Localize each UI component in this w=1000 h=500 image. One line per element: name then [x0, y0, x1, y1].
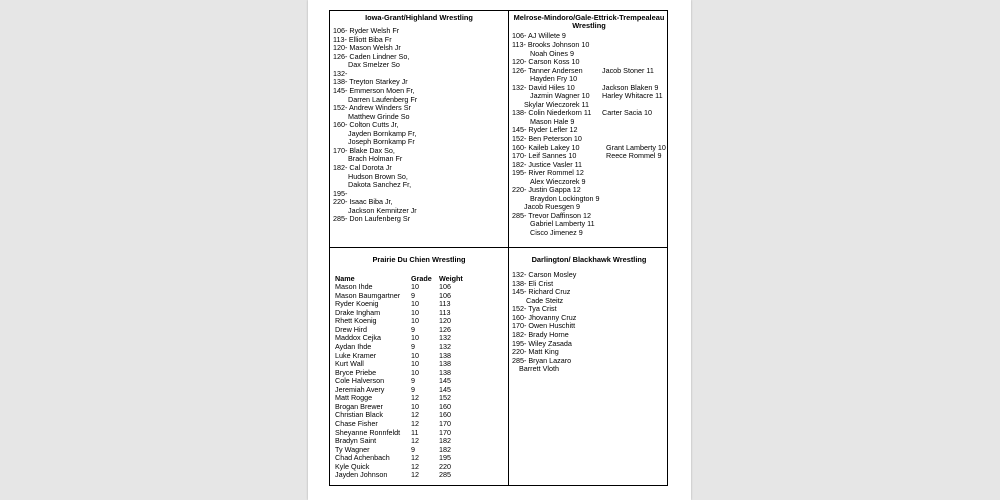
cell-grade: 10 — [411, 282, 419, 292]
roster-entry: 113- Brooks Johnson 10 — [512, 39, 590, 49]
roster-line: Jackson Kemnitzer Jr — [348, 205, 417, 215]
prairie-roster-table — [335, 274, 479, 480]
roster-entry: Hayden Fry 10 — [530, 74, 578, 84]
roster-entry: 152- Ben Peterson 10 — [512, 133, 582, 143]
roster-alternate-entry: Harley Whitacre 11 — [602, 91, 663, 101]
roster-entry: 145- Ryder Lefler 12 — [512, 125, 578, 135]
cell-name: Chad Achenbach — [335, 453, 390, 463]
roster-alternate-entry: Carter Sacia 10 — [602, 108, 652, 118]
prairie-section — [330, 256, 508, 480]
roster-line: 145- Emmerson Moen Fr, — [333, 86, 415, 96]
roster-line: 145- Richard Cruz — [512, 287, 571, 297]
cell-weight: 220 — [439, 461, 451, 471]
roster-line: 152- Andrew Winders Sr — [333, 103, 411, 113]
cell-name: Chase Fisher — [335, 418, 378, 428]
cell-name: Bradyn Saint — [335, 436, 377, 446]
cell-weight: 152 — [439, 393, 451, 403]
cell-weight: 106 — [439, 290, 451, 300]
cell-grade: 10 — [411, 401, 419, 411]
roster-line: 126- Caden Lindner So, — [333, 51, 410, 61]
roster-line: 182- Brady Horne — [512, 330, 569, 340]
roster-alternate-entry: Reece Rommel 9 — [606, 151, 662, 161]
cell-grade: 10 — [411, 333, 419, 343]
header-name: Name — [335, 274, 355, 284]
cell-weight: 195 — [439, 453, 451, 463]
cell-weight: 132 — [439, 342, 451, 352]
cell-weight: 138 — [439, 350, 451, 360]
roster-line: 195- Wiley Zasada — [512, 338, 572, 348]
cell-grade: 9 — [411, 290, 415, 300]
cell-weight: 106 — [439, 282, 451, 292]
roster-entry: 220- Justin Gappa 12 — [512, 185, 581, 195]
roster-entry: Skylar Wieczorek 11 — [524, 99, 589, 109]
roster-line: Cade Steitz — [526, 295, 564, 305]
cell-weight: 285 — [439, 470, 451, 480]
roster-line: 220- Isaac Biba Jr, — [333, 197, 393, 207]
cell-weight: 160 — [439, 401, 451, 411]
darlington-title: Darlington/ Blackhawk Wrestling — [531, 255, 647, 264]
roster-line: 132- Carson Mosley — [512, 270, 577, 280]
rosters-grid — [329, 10, 668, 486]
iowa-grant-title: Iowa-Grant/Highland Wrestling — [365, 13, 473, 22]
roster-entry: Jacob Ruesgen 9 — [524, 202, 580, 212]
roster-line: 138- Eli Crist — [512, 278, 554, 288]
roster-entry: 170- Leif Sannes 10 — [512, 151, 577, 161]
roster-entry: 132- David Hiles 10 — [512, 82, 575, 92]
cell-name: Matt Rogge — [335, 393, 373, 403]
roster-line: 170- Owen Huschitt — [512, 321, 576, 331]
horizontal-divider — [330, 247, 667, 248]
roster-line: 220- Matt King — [512, 347, 559, 357]
cell-weight: 182 — [439, 436, 451, 446]
prairie-title: Prairie Du Chien Wrestling — [372, 255, 466, 264]
darlington-roster — [509, 271, 669, 374]
roster-line: Darren Laufenberg Fr — [348, 94, 418, 104]
cell-weight: 182 — [439, 444, 451, 454]
cell-grade: 9 — [411, 376, 415, 386]
cell-grade: 10 — [411, 316, 419, 326]
document-page — [308, 0, 691, 500]
roster-entry: 138- Colin Niederkorn 11 — [512, 108, 592, 118]
roster-line: 113- Elliott Biba Fr — [333, 34, 392, 44]
cell-name: Jeremiah Avery — [335, 384, 385, 394]
cell-grade: 11 — [411, 427, 419, 437]
cell-name: Christian Black — [335, 410, 383, 420]
roster-entry: Gabriel Lamberty 11 — [530, 219, 595, 229]
cell-weight: 145 — [439, 384, 451, 394]
melrose-section — [509, 14, 669, 238]
roster-line: Dakota Sanchez Fr, — [348, 180, 412, 190]
roster-entry: 126- Tanner Andersen — [512, 65, 583, 75]
table-row — [335, 471, 479, 480]
cell-weight: 138 — [439, 367, 451, 377]
cell-grade: 12 — [411, 470, 419, 480]
roster-line: 285- Bryan Lazaro — [512, 355, 572, 365]
cell-grade: 10 — [411, 307, 419, 317]
melrose-roster — [509, 32, 669, 237]
cell-name: Aydan Ihde — [335, 342, 372, 352]
cell-name: Ryder Koenig — [335, 299, 379, 309]
roster-entry: Alex Wieczorek 9 — [530, 176, 586, 186]
roster-line — [512, 229, 669, 238]
roster-line: 285- Don Laufenberg Sr — [333, 214, 411, 224]
cell-weight: 170 — [439, 418, 451, 428]
roster-line: 152- Tya Crist — [512, 304, 557, 314]
roster-entry: 106- AJ Willete 9 — [512, 31, 566, 41]
cell-name: Kurt Wall — [335, 359, 364, 369]
roster-line: 170- Blake Dax So, — [333, 145, 395, 155]
cell-name: Drew Hird — [335, 324, 367, 334]
cell-weight: 113 — [439, 307, 451, 317]
melrose-title: Melrose-Mindoro/Gale-Ettrick-Trempealeau Wrestling — [513, 13, 665, 31]
cell-grade: 12 — [411, 436, 419, 446]
cell-name: Brogan Brewer — [335, 401, 383, 411]
roster-line: 182- Cal Dorota Jr — [333, 162, 392, 172]
cell-name: Bryce Priebe — [335, 367, 377, 377]
cell-grade: 9 — [411, 384, 415, 394]
header-grade: Grade — [411, 274, 432, 284]
roster-alternate-entry: Jackson Blaken 9 — [602, 82, 659, 92]
roster-entry: Cisco Jimenez 9 — [530, 227, 583, 237]
roster-line: Matthew Grinde So — [348, 111, 410, 121]
roster-alternate-entry: Grant Lamberty 10 — [606, 142, 666, 152]
roster-entry: 160- Kaileb Lakey 10 — [512, 142, 580, 152]
roster-entry: 120- Carson Koss 10 — [512, 57, 580, 67]
roster-entry: Braydon Lockington 9 — [530, 193, 600, 203]
roster-line: Dax Smelzer So — [348, 60, 400, 70]
header-weight: Weight — [439, 274, 463, 284]
roster-line: 160- Colton Cutts Jr, — [333, 120, 399, 130]
roster-line: Brach Holman Fr — [348, 154, 403, 164]
cell-name: Jayden Johnson — [335, 470, 388, 480]
roster-line: 132- — [333, 68, 348, 78]
roster-entry: Noah Oines 9 — [530, 48, 574, 58]
cell-weight: 145 — [439, 376, 451, 386]
cell-grade: 10 — [411, 359, 419, 369]
cell-weight: 132 — [439, 333, 451, 343]
roster-entry: 285- Trevor Daffinson 12 — [512, 210, 591, 220]
cell-name: Drake Ingham — [335, 307, 381, 317]
roster-line: 120- Mason Welsh Jr — [333, 43, 401, 53]
cell-name: Rhett Koenig — [335, 316, 377, 326]
cell-name: Mason Ihde — [335, 282, 373, 292]
roster-line: Barrett Vloth — [519, 364, 559, 374]
cell-name: Sheyanne Ronnfeldt — [335, 427, 401, 437]
roster-alternate-entry: Jacob Stoner 11 — [602, 65, 654, 75]
cell-grade: 12 — [411, 393, 419, 403]
cell-grade: 9 — [411, 444, 415, 454]
cell-grade: 9 — [411, 342, 415, 352]
cell-grade: 10 — [411, 299, 419, 309]
cell-name: Kyle Quick — [335, 461, 370, 471]
cell-weight: 138 — [439, 359, 451, 369]
roster-entry: 182- Justice Vasler 11 — [512, 159, 583, 169]
cell-weight: 160 — [439, 410, 451, 420]
iowa-grant-section — [330, 14, 508, 224]
cell-grade: 12 — [411, 453, 419, 463]
cell-name: Cole Halverson — [335, 376, 385, 386]
roster-line: 160- Jhovanny Cruz — [512, 312, 577, 322]
roster-line: Hudson Brown So, — [348, 171, 408, 181]
roster-entry: Mason Hale 9 — [530, 116, 575, 126]
iowa-grant-roster — [330, 27, 508, 224]
cell-weight: 120 — [439, 316, 451, 326]
cell-name: Maddox Cejka — [335, 333, 381, 343]
roster-entry: Jazmin Wagner 10 — [530, 91, 590, 101]
cell-name: Ty Wagner — [335, 444, 370, 454]
cell-grade: 12 — [411, 461, 419, 471]
cell-grade: 9 — [411, 324, 415, 334]
roster-line: 195- — [333, 188, 348, 198]
cell-grade: 10 — [411, 367, 419, 377]
roster-line: 138- Treyton Starkey Jr — [333, 77, 408, 87]
cell-weight: 113 — [439, 299, 451, 309]
darlington-section — [509, 256, 669, 374]
roster-line: Jayden Bornkamp Fr, — [348, 128, 417, 138]
cell-name: Luke Kramer — [335, 350, 377, 360]
roster-line: 106- Ryder Welsh Fr — [333, 26, 400, 36]
cell-grade: 12 — [411, 410, 419, 420]
cell-grade: 10 — [411, 350, 419, 360]
cell-name: Mason Baumgartner — [335, 290, 401, 300]
cell-weight: 170 — [439, 427, 451, 437]
roster-line: Joseph Bornkamp Fr — [348, 137, 415, 147]
cell-weight: 126 — [439, 324, 451, 334]
cell-grade: 12 — [411, 418, 419, 428]
roster-entry: 195- River Rommel 12 — [512, 168, 584, 178]
